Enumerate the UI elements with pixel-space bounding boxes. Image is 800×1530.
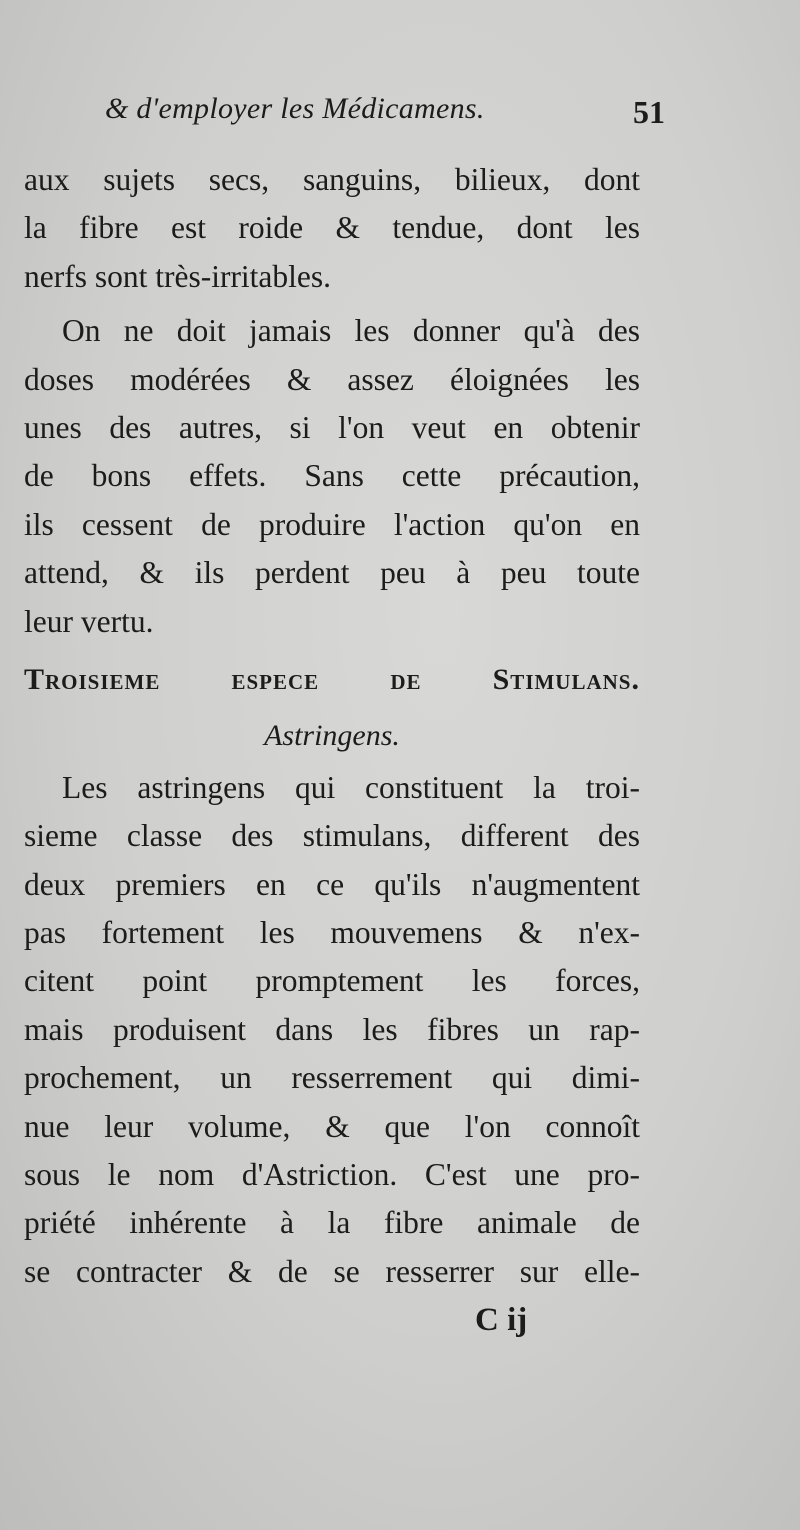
text-line: leur vertu. — [24, 603, 154, 639]
text-line: attend, & ils perdent peu à peu toute — [24, 555, 640, 591]
text-line: citent point promptement les forces, — [24, 963, 640, 999]
text-line: aux sujets secs, sanguins, bilieux, dont — [24, 162, 640, 197]
text-line: mais produisent dans les fibres un rap- — [24, 1011, 640, 1047]
text-line: unes des autres, si l'on veut en obtenir — [24, 409, 640, 445]
text-line: sous le nom d'Astriction. C'est une pro- — [24, 1157, 640, 1193]
signature-mark: C ij — [475, 1302, 528, 1338]
text-line: de bons effets. Sans cette précaution, — [24, 458, 640, 494]
page-header — [105, 92, 665, 142]
text-line: deux premiers en ce qu'ils n'augmentent — [24, 866, 640, 902]
body-text — [24, 156, 640, 1296]
section-heading: Troisieme espece de Stimulans. — [24, 662, 640, 696]
page-number: 51 — [633, 94, 665, 130]
running-head: & d'employer les Médicamens. — [105, 92, 485, 125]
text-line: doses modérées & assez éloignées les — [24, 361, 640, 397]
text-line: priété inhérente à la fibre animale de — [24, 1205, 640, 1241]
text-line: nerfs sont très-irritables. — [24, 258, 332, 294]
text-line: se contracter & de se resserrer sur elle- — [24, 1253, 640, 1289]
text-line: pas fortement les mouvemens & n'ex- — [24, 915, 640, 951]
text-line: nue leur volume, & que l'on connoît — [24, 1108, 640, 1144]
text-line: ils cessent de produire l'action qu'on en — [24, 506, 640, 542]
text-line: On ne doit jamais les donner qu'à des — [62, 313, 640, 349]
text-line: sieme classe des stimulans, different des — [24, 818, 640, 854]
text-line: prochement, un resserrement qui dimi- — [24, 1060, 640, 1096]
text-line: Les astringens qui constituent la troi- — [62, 769, 640, 805]
text-line: la fibre est roide & tendue, dont les — [24, 210, 640, 246]
section-subheading: Astringens. — [264, 718, 400, 752]
